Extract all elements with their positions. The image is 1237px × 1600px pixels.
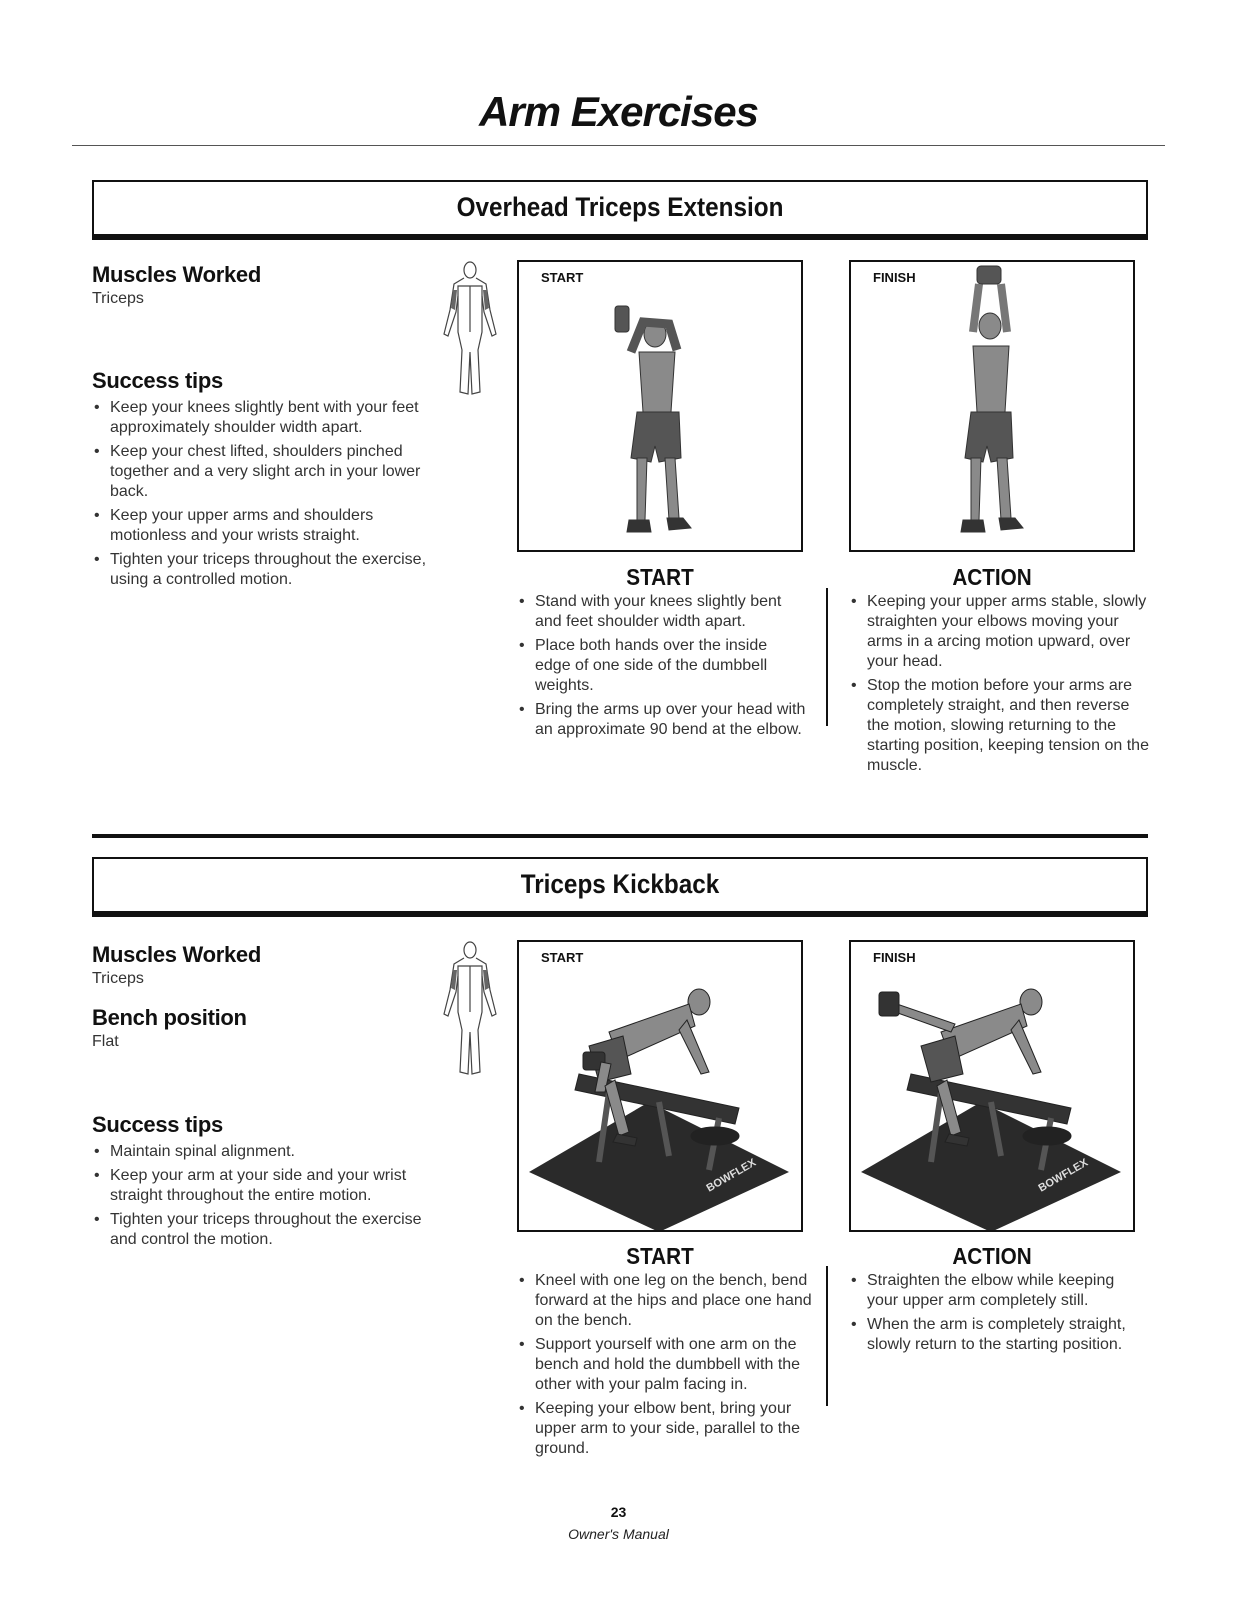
photo-start-standing [517, 260, 803, 552]
photo-label: START [541, 270, 584, 285]
figure-illustration [851, 262, 1133, 550]
section-title: Triceps Kickback [520, 869, 720, 899]
list-item: • Keeping your elbow bent, bring your upper arm to your side, parallel to the ground. [517, 1399, 817, 1459]
success-tips-heading: Success tips [92, 1112, 223, 1137]
success-tips-list [92, 1142, 422, 1254]
list-item: • Keep your chest lifted, shoulders pinched together and a very slight arch in your lower back. [92, 442, 437, 502]
success-tips-heading: Success tips [92, 368, 223, 393]
section-title: Overhead Triceps Extension [456, 192, 784, 222]
figure-illustration [519, 942, 801, 1230]
action-steps-list [849, 592, 1149, 780]
list-item: • Stand with your knees slightly bent and feet shoulder width apart. [517, 592, 807, 632]
bench-position-value: Flat [92, 1033, 119, 1050]
mat-brand: BOWFLEX [1036, 1156, 1091, 1195]
start-steps-list [517, 592, 807, 744]
list-item: • Tighten your triceps throughout the exercise, using a controlled motion. [92, 550, 437, 590]
list-item: • Keeping your upper arms stable, slowly straighten your elbows moving your arms in a arcing motion upward, over your head. [849, 592, 1149, 672]
list-item: • Keep your upper arms and shoulders motionless and your wrists straight. [92, 506, 437, 546]
photo-label: START [541, 950, 584, 965]
muscle-diagram-icon [440, 940, 500, 1080]
list-item: • Place both hands over the inside edge of one side of the dumbbell weights. [517, 636, 807, 696]
list-item: • Support yourself with one arm on the bench and hold the dumbbell with the other with your palm facing in. [517, 1335, 817, 1395]
column-divider [826, 588, 828, 726]
list-item: • Maintain spinal alignment. [92, 1142, 422, 1162]
column-divider [826, 1266, 828, 1406]
list-item: • Straighten the elbow while keeping your upper arm completely still. [849, 1271, 1139, 1311]
list-item: • Keep your knees slightly bent with your feet approximately shoulder width apart. [92, 398, 437, 438]
muscles-worked-heading: Muscles Worked [92, 942, 262, 967]
action-heading: ACTION [952, 564, 1032, 590]
action-steps-list [849, 1271, 1139, 1359]
photo-label: FINISH [873, 270, 916, 285]
photo-finish-standing [849, 260, 1135, 552]
list-item: • Bring the arms up over your head with an approximate 90 bend at the elbow. [517, 700, 807, 740]
mat-brand: BOWFLEX [704, 1156, 759, 1195]
section-header-triceps-kickback [92, 857, 1148, 917]
title-divider [72, 145, 1165, 146]
footer-text: Owner's Manual [568, 1526, 669, 1542]
list-item: • Kneel with one leg on the bench, bend forward at the hips and place one hand on the bench. [517, 1271, 817, 1331]
photo-finish-kickback [849, 940, 1135, 1232]
action-heading: ACTION [952, 1243, 1032, 1269]
page-title: Arm Exercises [479, 88, 758, 135]
photo-label: FINISH [873, 950, 916, 965]
success-tips-list [92, 398, 437, 594]
page-number: 23 [610, 1504, 627, 1520]
section-divider [92, 834, 1148, 838]
list-item: • Keep your arm at your side and your wrist straight throughout the entire motion. [92, 1166, 422, 1206]
list-item: • Stop the motion before your arms are completely straight, and then reverse the motion, slowing returning to the starting position, keeping tension on the muscle. [849, 676, 1149, 776]
figure-illustration [519, 262, 801, 550]
muscles-worked-value: Triceps [92, 970, 144, 987]
bench-position-heading: Bench position [92, 1005, 247, 1030]
list-item: • Tighten your triceps throughout the exercise and control the motion. [92, 1210, 422, 1250]
photo-start-kickback [517, 940, 803, 1232]
muscle-diagram-icon [440, 260, 500, 400]
section-header-overhead-triceps [92, 180, 1148, 240]
start-heading: START [626, 1243, 694, 1269]
list-item: • When the arm is completely straight, slowly return to the starting position. [849, 1315, 1139, 1355]
start-heading: START [626, 564, 694, 590]
figure-illustration [851, 942, 1133, 1230]
muscles-worked-heading: Muscles Worked [92, 262, 262, 287]
muscles-worked-value: Triceps [92, 290, 144, 307]
start-steps-list [517, 1271, 817, 1463]
